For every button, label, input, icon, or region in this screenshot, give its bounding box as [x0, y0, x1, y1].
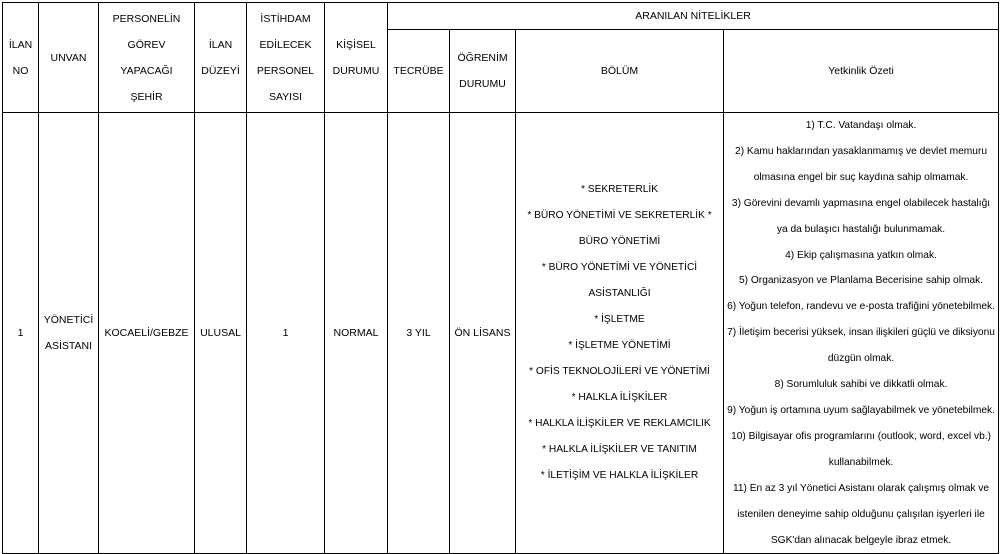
- header-personel-sayisi: İSTİHDAM EDİLECEK PERSONEL SAYISI: [247, 3, 325, 113]
- header-aranilan-nitelikler: ARANILAN NİTELİKLER: [388, 3, 999, 30]
- cell-ilan-no: 1: [3, 113, 39, 554]
- cell-unvan: YÖNETİCİ ASİSTANI: [39, 113, 99, 554]
- cell-ogrenim-durumu: ÖN LİSANS: [450, 113, 516, 554]
- list-item: * OFİS TEKNOLOJİLERİ VE YÖNETİMİ: [529, 366, 710, 378]
- header-ilan-no: İLAN NO: [3, 3, 39, 113]
- list-item: 1) T.C. Vatandaşı olmak.: [805, 120, 917, 131]
- list-item: 4) Ekip çalışmasına yatkın olmak.: [785, 249, 937, 261]
- list-item: 3) Görevini devamlı yapmasına engel olabilecek hastalığı ya da bulaşıcı hastalığı bulunmamak.: [731, 197, 991, 235]
- list-item: * HALKLA İLİŞKİLER VE REKLAMCILIK: [528, 418, 711, 430]
- list-item: 10) Bilgisayar ofis programlarını (outlook, word, excel vb.) kullanabilmek.: [731, 430, 991, 468]
- bolum-list: [519, 177, 720, 489]
- list-item: * HALKLA İLİŞKİLER VE TANITIM: [542, 444, 697, 456]
- header-bolum: BÖLÜM: [516, 30, 724, 113]
- cell-tecrube: 3 YIL: [388, 113, 450, 554]
- list-item: * BÜRO YÖNETİMİ VE YÖNETİCİ ASİSTANLIĞI: [541, 262, 698, 300]
- list-item: * BÜRO YÖNETİMİ VE SEKRETERLİK * BÜRO YÖNETİMİ: [527, 210, 712, 248]
- list-item: * İŞLETME: [594, 314, 645, 326]
- cell-ilan-duzeyi: ULUSAL: [195, 113, 247, 554]
- yetkinlik-list: [727, 113, 995, 553]
- header-kisisel-durumu: KİŞİSEL DURUMU: [325, 3, 388, 113]
- list-item: 5) Organizasyon ve Planlama Becerisine sahip olmak.: [738, 275, 984, 287]
- cell-kisisel-durumu: NORMAL: [325, 113, 388, 554]
- header-ilan-duzeyi: İLAN DÜZEYİ: [195, 3, 247, 113]
- header-tecrube: TECRÜBE: [388, 30, 450, 113]
- list-item: * SEKRETERLİK: [581, 184, 658, 196]
- list-item: * HALKLA İLİŞKİLER: [571, 392, 668, 404]
- cell-personel-sayisi: 1: [247, 113, 325, 554]
- header-yetkinlik-ozeti: Yetkinlik Özeti: [724, 30, 999, 113]
- cell-sehir: KOCAELİ/GEBZE: [99, 113, 195, 554]
- list-item: * İLETİŞİM VE HALKLA İLİŞKİLER: [540, 470, 699, 482]
- cell-yetkinlik-ozeti: [724, 113, 999, 554]
- list-item: 6) Yoğun telefon, randevu ve e-posta trafiğini yönetebilmek.: [727, 301, 995, 313]
- list-item: 8) Sorumluluk sahibi ve dikkatli olmak.: [774, 379, 948, 391]
- list-item: 9) Yoğun iş ortamına uyum sağlayabilmek ve yönetebilmek.: [727, 404, 995, 416]
- header-ogrenim-durumu: ÖĞRENİM DURUMU: [450, 30, 516, 113]
- table-row: [3, 113, 999, 554]
- cell-bolum: [516, 113, 724, 554]
- list-item: * İŞLETME YÖNETİMİ: [568, 340, 671, 352]
- header-sehir: PERSONELİN GÖREV YAPACAĞI ŞEHİR: [99, 3, 195, 113]
- list-item: 11) En az 3 yıl Yönetici Asistanı olarak çalışmış olmak ve istenilen deneyime sahip olduğunu çalışılan işyerleri ile SGK'dan alınacak belgeyle ibraz etmek.: [732, 482, 990, 546]
- header-unvan: UNVAN: [39, 3, 99, 113]
- job-posting-table: [2, 2, 999, 554]
- job-posting-table-wrapper: [2, 2, 998, 548]
- list-item: 7) İletişim becerisi yüksek, insan ilişkileri güçlü ve diksiyonu düzgün olmak.: [727, 327, 995, 365]
- list-item: 2) Kamu haklarından yasaklanmamış ve devlet memuru olmasına engel bir suç kaydına sahip olmamak.: [735, 145, 988, 183]
- header-row-top: [3, 3, 999, 30]
